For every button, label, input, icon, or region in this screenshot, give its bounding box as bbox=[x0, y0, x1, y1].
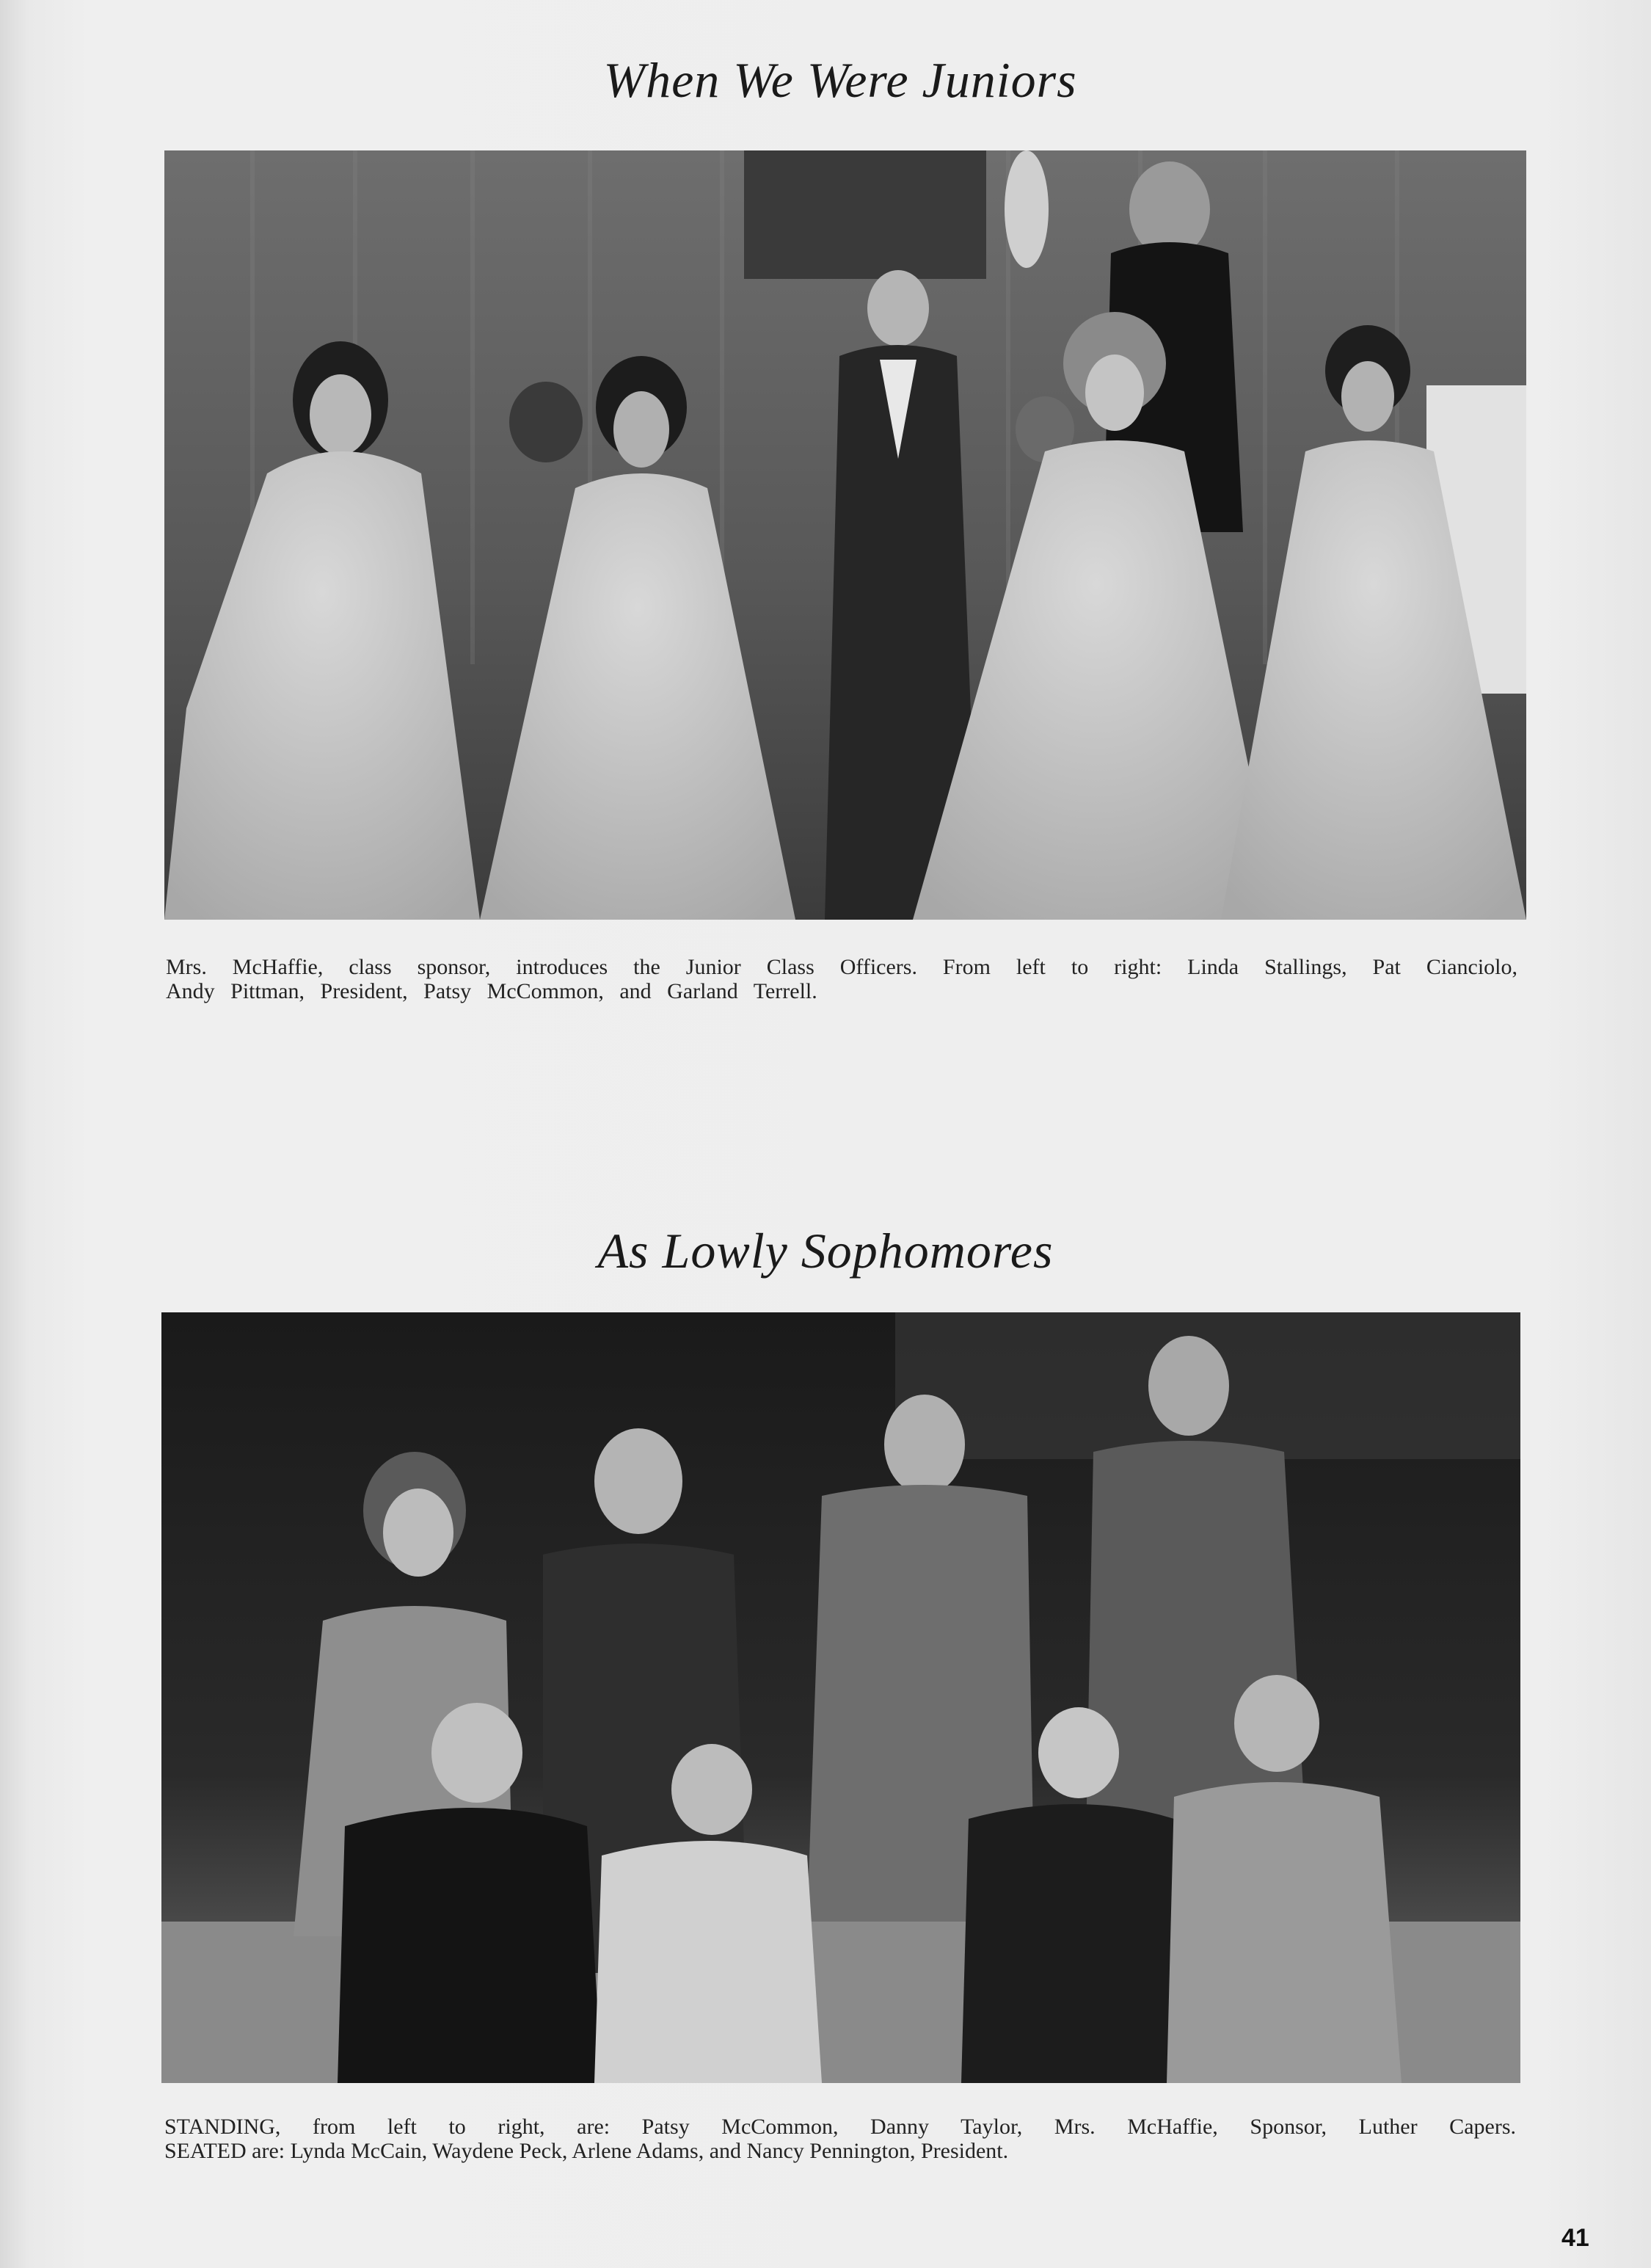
junior-officers-photo bbox=[164, 150, 1526, 920]
sophomore-officers-photo bbox=[161, 1312, 1520, 2083]
juniors-caption-line-1: Mrs. McHaffie, class sponsor, introduces the Junior Class Officers. From left to right: Linda Stallings, Pat Cianciolo, bbox=[166, 955, 1517, 979]
sophomores-heading: As Lowly Sophomores bbox=[597, 1223, 1054, 1279]
juniors-heading: When We Were Juniors bbox=[603, 52, 1077, 108]
sophomores-caption-line-1: STANDING, from left to right, are: Patsy McCommon, Danny Taylor, Mrs. McHaffie, Sponsor, Luther Capers. bbox=[164, 2115, 1516, 2139]
juniors-caption-line-2: Andy Pittman, President, Patsy McCommon, and Garland Terrell. bbox=[166, 979, 817, 1003]
sophomores-caption-line-2: SEATED are: Lynda McCain, Waydene Peck, Arlene Adams, and Nancy Pennington, President. bbox=[164, 2139, 1009, 2163]
page-number: 41 bbox=[1561, 2224, 1589, 2252]
